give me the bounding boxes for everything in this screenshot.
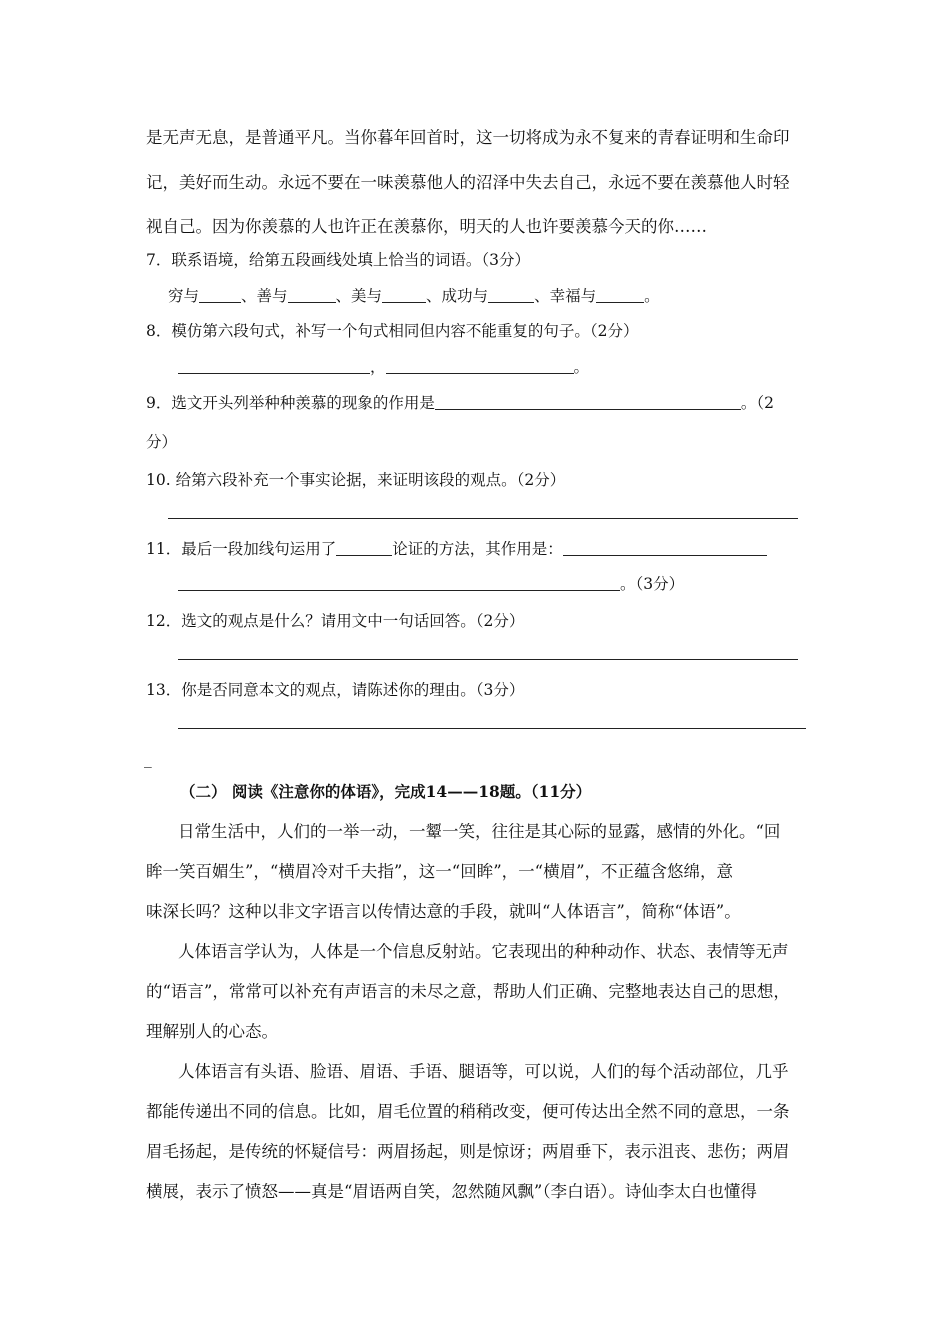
passage-line: 记，美好而生动。永远不要在一味羡慕他人的沼泽中失去自己，永远不要在羡慕他人时轻 — [146, 173, 790, 192]
passage-line: 人体语言学认为，人体是一个信息反射站。它表现出的种种动作、状态、表情等无声 — [178, 942, 789, 961]
answer-blank[interactable] — [488, 286, 534, 303]
passage-line: 理解别人的心态。 — [146, 1022, 278, 1041]
answer-blank[interactable] — [199, 286, 241, 303]
question-7-prompt: 7．联系语境，给第五段画线处填上恰当的词语。（3分） — [146, 251, 530, 269]
question-11-line-2 — [178, 572, 684, 594]
q8-sep: ， — [370, 358, 386, 376]
answer-blank[interactable] — [596, 286, 644, 303]
passage-line: 人体语言有头语、脸语、眉语、手语、腿语等，可以说，人们的每个活动部位，几乎 — [178, 1062, 789, 1081]
passage-line: 味深长吗？这种以非文字语言以传情达意的手段，就叫“人体语言”，简称“体语”。 — [146, 902, 741, 921]
question-9-line — [146, 391, 774, 413]
question-7-blanks — [168, 284, 660, 306]
q9-end: 。（2 — [740, 394, 774, 412]
question-11-line — [146, 537, 767, 559]
question-12-prompt: 12．选文的观点是什么？请用文中一句话回答。（2分） — [146, 612, 525, 630]
answer-blank[interactable] — [288, 286, 336, 303]
q7-label: 、成功与 — [426, 287, 489, 305]
q7-label: 。 — [644, 287, 660, 305]
q7-label: 、幸福与 — [534, 287, 597, 305]
question-11-prompt-a: 11．最后一段加线句运用了 — [146, 540, 337, 558]
question-9-wrap: 分） — [146, 433, 178, 451]
question-8-blanks — [178, 355, 589, 377]
answer-blank[interactable] — [563, 539, 767, 556]
question-11-prompt-b: 论证的方法，其作用是： — [392, 540, 563, 558]
question-8-prompt: 8．模仿第六段句式，补写一个句式相同但内容不能重复的句子。（2分） — [146, 322, 639, 340]
question-9-prompt: 9．选文开头列举种种羡慕的现象的作用是 — [146, 394, 435, 412]
passage-line: 都能传递出不同的信息。比如，眉毛位置的稍稍改变，便可传达出全然不同的意思，一条 — [146, 1102, 790, 1121]
passage-line: 日常生活中，人们的一举一动，一颦一笑，往往是其心际的显露，感情的外化。“回 — [178, 822, 781, 841]
answer-blank[interactable] — [178, 357, 370, 374]
q8-end: 。 — [573, 358, 590, 376]
answer-blank[interactable] — [386, 357, 574, 374]
answer-blank[interactable] — [435, 393, 741, 410]
answer-blank[interactable] — [336, 539, 392, 556]
passage-line: 眸一笑百媚生”，“横眉冷对千夫指”，这一“回眸”，一“横眉”，不正蕴含悠绵，意 — [146, 862, 734, 881]
section-2-title: （二） 阅读《注意你的体语》，完成14——18题。（11分） — [180, 782, 592, 801]
q7-label: 穷与 — [168, 287, 200, 305]
answer-line[interactable] — [168, 518, 798, 519]
passage-line: 眉毛扬起，是传统的怀疑信号：两眉扬起，则是惊讶；两眉垂下，表示沮丧、悲伤；两眉 — [146, 1142, 790, 1161]
answer-blank[interactable] — [178, 574, 620, 591]
answer-line[interactable] — [178, 728, 806, 729]
answer-line[interactable] — [178, 659, 798, 660]
q7-label: 、善与 — [241, 287, 288, 305]
stray-mark: _ — [144, 750, 152, 768]
question-13-prompt: 13．你是否同意本文的观点，请陈述你的理由。（3分） — [146, 681, 525, 699]
passage-line: 视自己。因为你羡慕的人也许正在羡慕你，明天的人也许要羡慕今天的你…… — [146, 217, 707, 236]
answer-blank[interactable] — [382, 286, 426, 303]
question-10-prompt: 10. 给第六段补充一个事实论据，来证明该段的观点。（2分） — [146, 471, 566, 489]
passage-line: 是无声无息，是普通平凡。当你暮年回首时，这一切将成为永不复来的青春证明和生命印 — [146, 128, 790, 147]
passage-line: 的“语言”，常常可以补充有声语言的未尽之意，帮助人们正确、完整地表达自己的思想， — [146, 982, 790, 1001]
passage-line: 横展，表示了愤怒——真是“眉语两自笑，忽然随风飘”（李白语）。诗仙李太白也懂得 — [146, 1182, 757, 1201]
q11-end: 。（3分） — [620, 575, 685, 593]
q7-label: 、美与 — [335, 287, 383, 305]
